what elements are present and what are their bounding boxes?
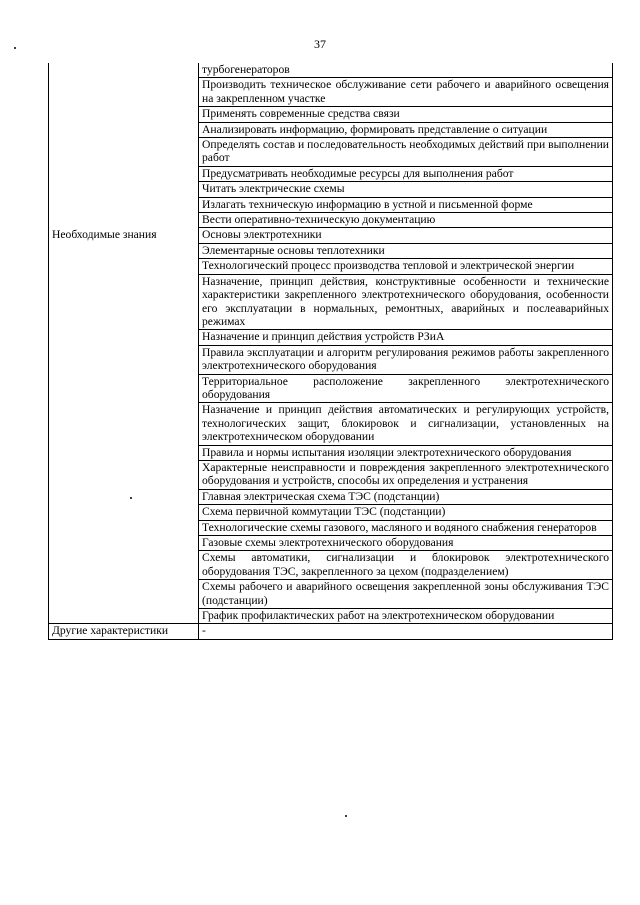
requirement-cell: Вести оперативно-техническую документацию — [199, 213, 613, 228]
requirement-cell: Правила и нормы испытания изоляции электротехнического оборудования — [199, 445, 613, 460]
requirement-cell: Читать электрические схемы — [199, 182, 613, 197]
requirement-cell: График профилактических работ на электротехническом оборудовании — [199, 609, 613, 624]
table-row — [49, 228, 613, 243]
requirement-cell: Территориальное расположение закрепленного электротехнического оборудования — [199, 374, 613, 403]
requirement-cell: Определять состав и последовательность необходимых действий при выполнении работ — [199, 138, 613, 167]
requirement-cell: Назначение и принцип действия автоматических и регулирующих устройств, технологических защит, блокировок и сигнализации, установленных на электротехническом оборудовании — [199, 403, 613, 445]
section-label: Другие характеристики — [52, 624, 169, 638]
requirement-cell: Излагать техническую информацию в устной и письменной форме — [199, 197, 613, 212]
requirements-table-body — [49, 63, 613, 639]
requirement-cell: Газовые схемы электротехнического оборудования — [199, 536, 613, 551]
requirement-cell: Схемы рабочего и аварийного освещения закрепленной зоны обслуживания ТЭС (подстанции) — [199, 580, 613, 609]
requirement-cell: турбогенераторов — [199, 63, 613, 78]
requirement-cell: - — [199, 624, 613, 639]
requirement-cell: Главная электрическая схема ТЭС (подстанции) — [199, 489, 613, 504]
scan-artifact — [345, 815, 347, 817]
requirement-cell: Технологические схемы газового, масляного и водяного снабжения генераторов — [199, 520, 613, 535]
scan-artifact — [14, 47, 16, 49]
section-label-cell — [49, 63, 199, 228]
page-number: 37 — [314, 37, 326, 51]
requirement-cell: Схема первичной коммутации ТЭС (подстанции) — [199, 505, 613, 520]
requirement-cell: Предусматривать необходимые ресурсы для выполнения работ — [199, 166, 613, 181]
requirement-cell: Правила эксплуатации и алгоритм регулирования режимов работы закрепленного электротехнического оборудования — [199, 345, 613, 374]
requirement-cell: Характерные неисправности и повреждения закрепленного электротехнического оборудования и устройств, способы их определения и устранения — [199, 460, 613, 489]
scan-artifact — [130, 497, 132, 499]
requirement-cell: Схемы автоматики, сигнализации и блокировок электротехнического оборудования ТЭС, закрепленного за цехом (подразделением) — [199, 551, 613, 580]
requirement-cell: Основы электротехники — [199, 228, 613, 243]
requirement-cell: Применять современные средства связи — [199, 107, 613, 122]
requirements-table — [48, 63, 613, 640]
section-label-cell — [49, 624, 199, 639]
requirement-cell: Назначение, принцип действия, конструктивные особенности и технические характеристики закрепленного электротехнического оборудования, особенности его эксплуатации в нормальных, ремонтных, аварийных и послеаварийных режимах — [199, 274, 613, 330]
section-label-cell — [49, 228, 199, 624]
requirement-cell: Производить техническое обслуживание сети рабочего и аварийного освещения на закрепленном участке — [199, 78, 613, 107]
section-label: Необходимые знания — [52, 227, 157, 241]
requirement-cell: Анализировать информацию, формировать представление о ситуации — [199, 122, 613, 137]
requirement-cell: Назначение и принцип действия устройств РЗиА — [199, 330, 613, 345]
table-row — [49, 63, 613, 78]
requirement-cell: Элементарные основы теплотехники — [199, 243, 613, 258]
table-row — [49, 624, 613, 639]
requirement-cell: Технологический процесс производства тепловой и электрической энергии — [199, 259, 613, 274]
